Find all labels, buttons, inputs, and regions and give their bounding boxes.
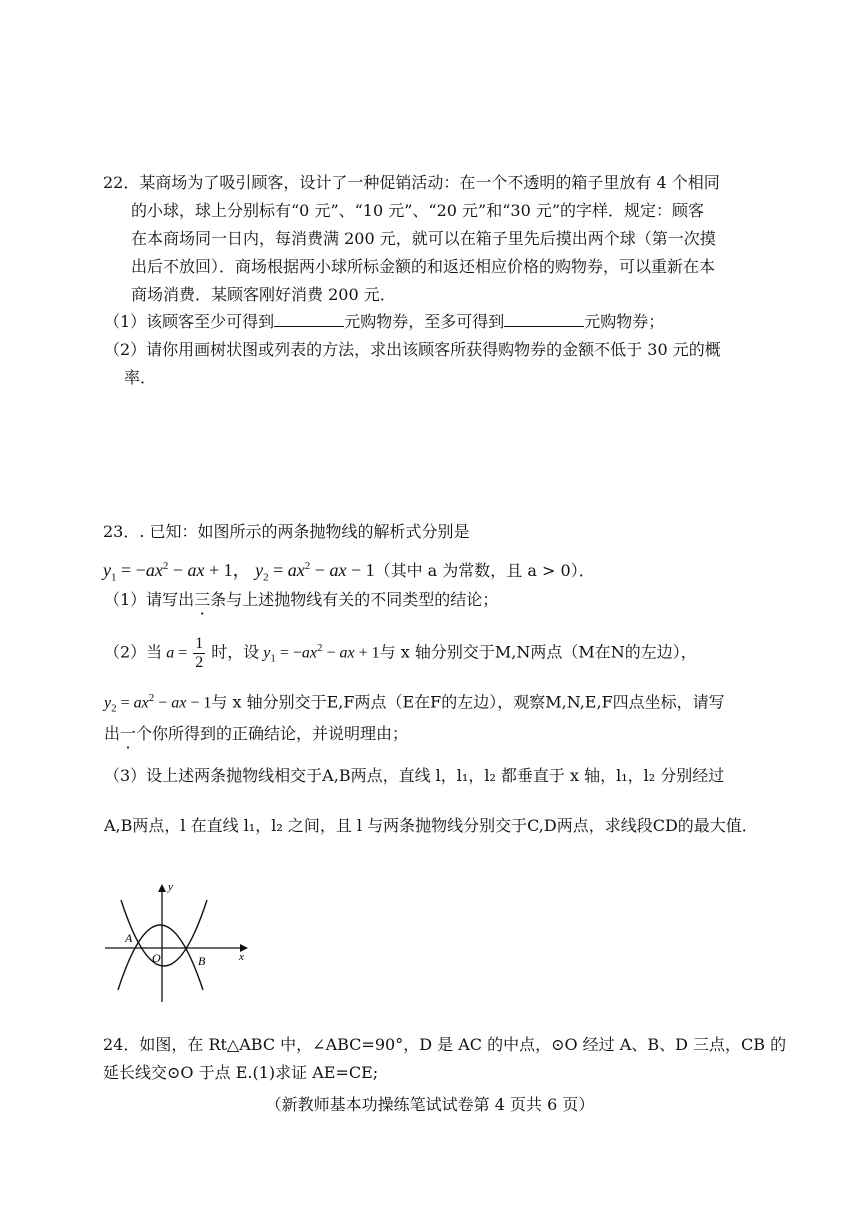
fraction-one-half: $\frac{1}{2}$	[195, 635, 204, 672]
q23-part-2-line-2: $y_2 = ax^2$ − ax − 1与 x 轴分别交于E,F两点（E在F的左边），观察M,N,E,F四点坐标，请写	[104, 692, 725, 715]
q24-line-1: 24．如图，在 Rt△ABC 中，∠ABC=90°，D 是 AC 的中点，⊙O 经过 A、B、D 三点，CB 的	[103, 1035, 787, 1054]
q22-line-4: 出后不放回）．商场根据两小球所标金额的和返还相应价格的购物券，可以重新在本	[131, 257, 716, 276]
emphasis-three: 三	[194, 590, 211, 609]
q23-condition: （其中 a 为常数，且 a > 0）．	[374, 561, 595, 580]
q23-part-1-text-a: （1）请写出	[104, 590, 195, 609]
q23-part-2-text-c: 与 x 轴分别交于M,N两点（M在N的左边），	[379, 642, 697, 662]
q22-part-2-line-1: （2）请你用画树状图或列表的方法，求出该顾客所获得购物券的金额不低于 30 元的概	[104, 340, 721, 359]
q23-part-2-text-d: 与 x 轴分别交于E,F两点（E在F的左边），观察M,N,E,F四点坐标，请写	[211, 692, 725, 712]
q23-part-2-text-a: （2）当	[104, 642, 163, 662]
formula-y2: $y_2 = ax^2$ − ax − 1	[255, 560, 375, 584]
parabola-y2	[121, 900, 207, 966]
q23-part-2-line-3	[104, 723, 408, 745]
answer-blank-min	[274, 312, 344, 327]
q24-line-2: 延长线交⊙O 于点 E.(1)求证 AE=CE;	[103, 1063, 379, 1082]
label-A: A	[125, 931, 133, 945]
q23-intro: 23．. 已知：如图所示的两条抛物线的解析式分别是	[103, 522, 470, 541]
q22-line-5: 商场消费．某顾客刚好消费 200 元．	[131, 285, 396, 304]
q22-part-1-text-b: 元购物券，至多可得到	[344, 312, 505, 331]
q22-part-1-text-a: （1）该顾客至少可得到	[104, 312, 275, 331]
q23-formulas: $y_1 = -ax^2$ − ax + 1， $y_2 = ax^2$ − ax − 1（其中 a 为常数，且 a > 0）．	[103, 560, 595, 584]
q22-part-1-text-c: 元购物券；	[584, 312, 665, 331]
emphasis-one: 一	[120, 724, 137, 743]
q23-part-2-line-1: （2）当 a = $\frac{1}{2}$ 时，设 $y_1 = -ax^2$ − ax + 1与 x 轴分别交于M,N两点（M在N的左边），	[104, 635, 697, 672]
q23-part-1-text-b: 条与上述抛物线有关的不同类型的结论；	[210, 590, 499, 609]
answer-blank-max	[504, 312, 584, 327]
q22-line-1: 22．某商场为了吸引顾客，设计了一种促销活动：在一个不透明的箱子里放有 4 个相同	[103, 173, 720, 192]
page-footer: （新教师基本功操练笔试试卷第 4 页共 6 页）	[265, 1095, 595, 1114]
q23-part-1	[104, 589, 498, 611]
label-x: x	[239, 951, 244, 963]
label-y: y	[168, 881, 173, 893]
q22-line-3: 在本商场同一日内，每消费满 200 元，就可以在箱子里先后摸出两个球（第一次摸	[131, 229, 716, 248]
q22-line-2: 的小球，球上分别标有“0 元”、“10 元”、“20 元”和“30 元”的字样．规定：顾客	[131, 201, 705, 220]
q22-part-2-line-2: 率．	[124, 368, 157, 387]
q22-part-1	[104, 311, 664, 333]
q23-part-3-line-2: A,B两点，l 在直线 l₁，l₂ 之间，且 l 与两条抛物线分别交于C,D两点，求线段CD的最大值．	[104, 816, 758, 835]
formula-y1: $y_1 = -ax^2$ − ax + 1	[103, 560, 233, 584]
parabolas-graph	[100, 880, 250, 1005]
q23-part-2-text-f: 个你所得到的正确结论，并说明理由；	[136, 724, 409, 743]
q23-part-2-text-e: 出	[104, 724, 121, 743]
label-O: O	[152, 951, 161, 965]
label-B: B	[198, 954, 206, 968]
q23-part-2-text-b: 时，设	[211, 642, 260, 662]
q23-part-3-line-1: （3）设上述两条抛物线相交于A,B两点，直线 l，l₁，l₂ 都垂直于 x 轴，l₁，l₂ 分别经过	[104, 766, 725, 785]
y-axis-arrow	[158, 884, 166, 892]
